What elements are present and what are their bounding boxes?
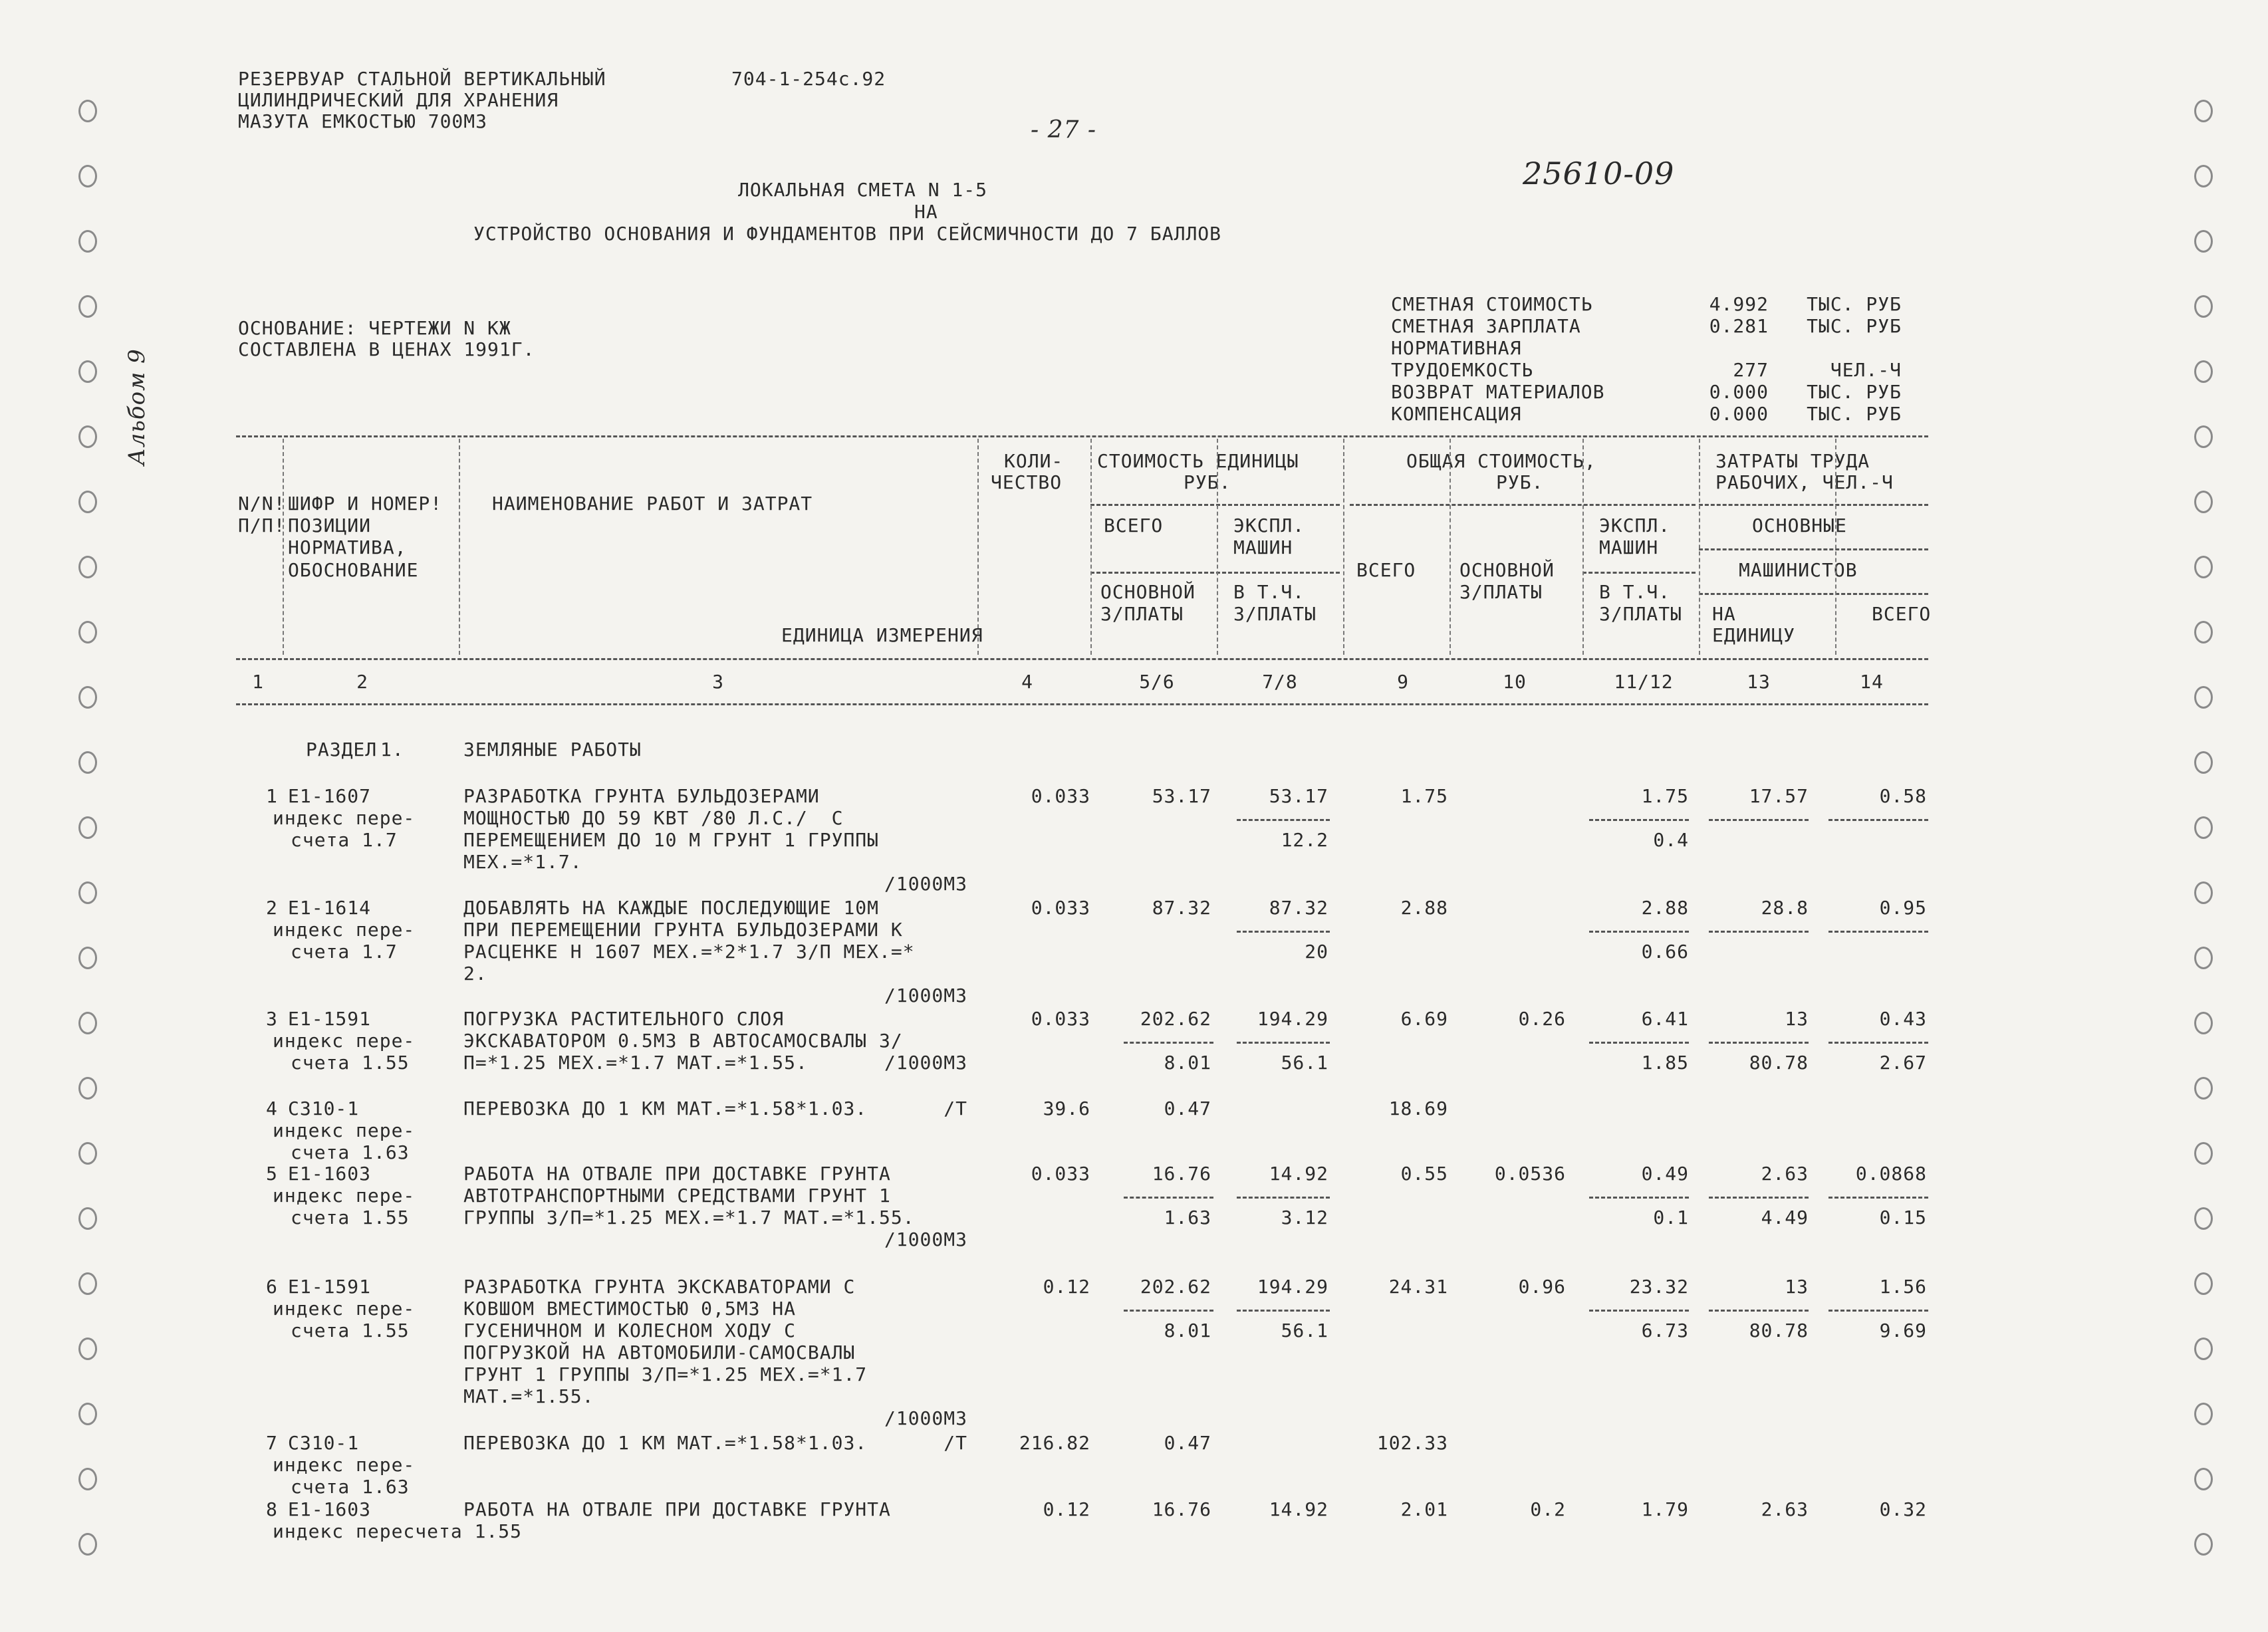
row-work-name: ПОГРУЗКА РАСТИТЕЛЬНОГО СЛОЯ xyxy=(463,1008,785,1030)
row-machinists-unit: 4.49 xyxy=(1761,1207,1809,1228)
row-index: индекс пере- xyxy=(273,1030,416,1052)
row-total-wage: 0.26 xyxy=(1518,1008,1566,1030)
project-code: 704-1-254с.92 xyxy=(731,68,886,90)
hdr-expl: МАШИН xyxy=(1233,536,1293,558)
row-unit: /1000М3 xyxy=(884,985,967,1006)
punch-hole xyxy=(78,1142,97,1165)
row-work-name: ПОГРУЗКОЙ НА АВТОМОБИЛИ-САМОСВАЛЫ xyxy=(463,1341,856,1363)
row-total-machines: 0.49 xyxy=(1641,1163,1689,1185)
prices: СОСТАВЛЕНА В ЦЕНАХ 1991Г. xyxy=(238,338,535,360)
cell-rule xyxy=(1828,1042,1928,1044)
row-unit-machines: 14.92 xyxy=(1269,1163,1328,1185)
row-unit-machine-wage: 56.1 xyxy=(1281,1320,1328,1341)
row-index: счета 1.55 xyxy=(291,1207,410,1228)
row-unit: /1000М3 xyxy=(884,1052,967,1074)
summary-label: ВОЗВРАТ МАТЕРИАЛОВ xyxy=(1391,381,1605,403)
row-index: индекс пере- xyxy=(273,1185,416,1207)
hdr-basic-wage: ОСНОВНОЙ xyxy=(1100,581,1196,603)
punch-hole xyxy=(2194,881,2213,904)
row-qty: 0.12 xyxy=(1043,1276,1090,1298)
colnum-rule xyxy=(236,703,1928,705)
row-work-name: ГРУНТ 1 ГРУППЫ З/П=*1.25 МЕХ.=*1.7 xyxy=(463,1363,868,1385)
punch-hole xyxy=(78,686,97,709)
row-code: Е1-1603 xyxy=(288,1163,372,1185)
row-code: С310-1 xyxy=(288,1432,360,1454)
row-labor-unit: 2.63 xyxy=(1761,1163,1809,1185)
row-total-wage: 0.2 xyxy=(1530,1498,1566,1520)
cell-rule xyxy=(1589,931,1689,933)
cell-rule xyxy=(1709,1310,1809,1312)
row-unit-machines: 87.32 xyxy=(1269,897,1328,919)
row-machine-wage: 0.4 xyxy=(1653,829,1689,851)
cell-rule xyxy=(1237,1042,1330,1044)
hdr-expl: ЭКСПЛ. xyxy=(1233,515,1305,536)
row-unit-machine-wage: 56.1 xyxy=(1281,1052,1328,1074)
col-number: 9 xyxy=(1397,671,1409,693)
row-work-name: РАСЦЕНКЕ Н 1607 МЕХ.=*2*1.7 З/П МЕХ.=* xyxy=(463,941,915,963)
row-labor-unit: 13 xyxy=(1785,1276,1809,1298)
row-qty: 0.033 xyxy=(1031,785,1090,807)
row-total: 2.01 xyxy=(1400,1498,1448,1520)
cell-rule xyxy=(1124,1042,1213,1044)
row-index: счета 1.63 xyxy=(291,1476,410,1498)
summary-unit: ЧЕЛ.-Ч xyxy=(1830,359,1902,381)
hdr-incl: З/ПЛАТЫ xyxy=(1599,603,1683,625)
hdr-incl: В Т.Ч. xyxy=(1233,581,1305,603)
hdr-code: ПОЗИЦИИ xyxy=(288,515,372,536)
hdr-column-divider xyxy=(459,439,460,655)
summary-unit: ТЫС. РУБ xyxy=(1807,381,1902,403)
row-labor-total: 0.0868 xyxy=(1855,1163,1927,1185)
row-number: 2 xyxy=(266,897,278,919)
summary-value: 4.992 xyxy=(1709,293,1769,315)
punch-hole xyxy=(78,1272,97,1295)
row-unit-machines: 14.92 xyxy=(1269,1498,1328,1520)
row-unit-total: 0.47 xyxy=(1164,1432,1211,1454)
hdr-rule xyxy=(1090,572,1340,574)
row-index: индекс пере- xyxy=(273,919,416,941)
hdr-column-divider xyxy=(1217,439,1218,655)
hdr-basic-wage: З/ПЛАТЫ xyxy=(1459,581,1543,603)
cell-rule xyxy=(1828,819,1928,821)
cell-rule xyxy=(1589,819,1689,821)
row-index: индекс пере- xyxy=(273,807,416,829)
hdr-basic-wage: З/ПЛАТЫ xyxy=(1100,603,1184,625)
punch-hole xyxy=(78,165,97,187)
cell-rule xyxy=(1124,1197,1213,1199)
row-number: 1 xyxy=(266,785,278,807)
row-total: 1.75 xyxy=(1400,785,1448,807)
col-number: 4 xyxy=(1021,671,1033,693)
row-qty: 0.12 xyxy=(1043,1498,1090,1520)
punch-hole xyxy=(78,100,97,122)
hdr-labor: ЗАТРАТЫ ТРУДА xyxy=(1715,450,1870,472)
punch-hole xyxy=(78,1077,97,1100)
col-number: 2 xyxy=(356,671,368,693)
cell-rule xyxy=(1709,819,1809,821)
hdr-rule xyxy=(1582,572,1696,574)
row-machine-wage: 1.85 xyxy=(1641,1052,1689,1074)
row-total-wage: 0.96 xyxy=(1518,1276,1566,1298)
col-number: 14 xyxy=(1860,671,1884,693)
hdr-column-divider xyxy=(1835,439,1836,655)
row-machinists-total: 9.69 xyxy=(1879,1320,1927,1341)
punch-hole xyxy=(2194,816,2213,839)
hdr-expl: ЭКСПЛ. xyxy=(1599,515,1671,536)
row-unit-total: 16.76 xyxy=(1152,1163,1211,1185)
cell-rule xyxy=(1237,931,1330,933)
hdr-total: ВСЕГО xyxy=(1872,603,1932,625)
hdr-column-divider xyxy=(1343,439,1344,655)
row-number: 7 xyxy=(266,1432,278,1454)
row-total: 2.88 xyxy=(1400,897,1448,919)
hdr-column-divider xyxy=(1582,439,1584,655)
estimate-title: ЛОКАЛЬНАЯ СМЕТА N 1-5 xyxy=(738,179,988,201)
hdr-code: НОРМАТИВА, xyxy=(288,536,407,558)
cell-rule xyxy=(1828,1310,1928,1312)
punch-hole xyxy=(2194,295,2213,318)
col-number: 7/8 xyxy=(1262,671,1298,693)
row-work-name: ЭКСКАВАТОРОМ 0.5М3 В АВТОСАМОСВАЛЫ З/ xyxy=(463,1030,903,1052)
hdr-unit-cost: РУБ. xyxy=(1184,471,1231,493)
hdr-nn: П/П! xyxy=(238,515,286,536)
punch-hole xyxy=(78,556,97,578)
punch-hole xyxy=(78,295,97,318)
hdr-incl: В Т.Ч. xyxy=(1599,581,1671,603)
cell-rule xyxy=(1589,1197,1689,1199)
row-machine-wage: 6.73 xyxy=(1641,1320,1689,1341)
row-total-machines: 1.79 xyxy=(1641,1498,1689,1520)
row-unit-total: 87.32 xyxy=(1152,897,1211,919)
row-unit-wage: 8.01 xyxy=(1164,1320,1211,1341)
summary-label: НОРМАТИВНАЯ xyxy=(1391,337,1522,359)
hdr-rule xyxy=(1699,593,1928,595)
col-number: 3 xyxy=(712,671,724,693)
punch-hole xyxy=(2194,1012,2213,1034)
row-labor-total: 0.43 xyxy=(1879,1008,1927,1030)
hdr-code: ШИФР И НОМЕР! xyxy=(288,493,443,515)
album-label: Альбом 9 xyxy=(124,348,150,465)
col-number: 5/6 xyxy=(1139,671,1175,693)
cell-rule xyxy=(1237,1310,1330,1312)
row-work-name: ПЕРЕМЕЩЕНИЕМ ДО 10 М ГРУНТ 1 ГРУППЫ xyxy=(463,829,880,851)
row-unit-machine-wage: 12.2 xyxy=(1281,829,1328,851)
row-total-machines: 6.41 xyxy=(1641,1008,1689,1030)
summary-value: 277 xyxy=(1733,359,1769,381)
page-number: - 27 - xyxy=(1031,116,1097,144)
row-work-name: КОВШОМ ВМЕСТИМОСТЬЮ 0,5М3 НА xyxy=(463,1298,797,1320)
punch-hole xyxy=(78,1338,97,1360)
row-work-name: ПЕРЕВОЗКА ДО 1 КМ МАТ.=*1.58*1.03. xyxy=(463,1098,868,1119)
punch-hole xyxy=(2194,230,2213,253)
cell-rule xyxy=(1589,1042,1689,1044)
row-machinists-total: 2.67 xyxy=(1879,1052,1927,1074)
basis: ОСНОВАНИЕ: ЧЕРТЕЖИ N КЖ xyxy=(238,317,511,339)
row-total: 24.31 xyxy=(1388,1276,1448,1298)
punch-hole xyxy=(2194,1338,2213,1360)
row-machinists-unit: 80.78 xyxy=(1749,1052,1809,1074)
punch-hole xyxy=(2194,165,2213,187)
row-index: счета 1.63 xyxy=(291,1141,410,1163)
row-labor-total: 0.32 xyxy=(1879,1498,1927,1520)
row-unit-total: 53.17 xyxy=(1152,785,1211,807)
punch-hole xyxy=(2194,491,2213,513)
punch-hole xyxy=(2194,425,2213,448)
punch-hole xyxy=(2194,1077,2213,1100)
hdr-rule xyxy=(1699,504,1928,506)
col-number: 13 xyxy=(1747,671,1771,693)
punch-hole xyxy=(78,1533,97,1556)
summary-value: 0.000 xyxy=(1709,403,1769,425)
row-unit-wage: 1.63 xyxy=(1164,1207,1211,1228)
cell-rule xyxy=(1828,1197,1928,1199)
stamp-number: 25610-09 xyxy=(1523,156,1675,191)
summary-unit: ТЫС. РУБ xyxy=(1807,315,1902,337)
punch-hole xyxy=(2194,686,2213,709)
punch-hole xyxy=(2194,1207,2213,1230)
row-machinists-unit: 80.78 xyxy=(1749,1320,1809,1341)
section-label: РАЗДЕЛ xyxy=(306,739,378,760)
summary-label: КОМПЕНСАЦИЯ xyxy=(1391,403,1522,425)
row-index: индекс пере- xyxy=(273,1454,416,1476)
punch-hole xyxy=(78,816,97,839)
row-unit-wage: 8.01 xyxy=(1164,1052,1211,1074)
cell-rule xyxy=(1237,819,1330,821)
summary-label: СМЕТНАЯ ЗАРПЛАТА xyxy=(1391,315,1581,337)
summary-label: СМЕТНАЯ СТОИМОСТЬ xyxy=(1391,293,1593,315)
hdr-total: ВСЕГО xyxy=(1356,559,1416,581)
row-unit: /1000М3 xyxy=(884,1228,967,1250)
row-labor-total: 0.58 xyxy=(1879,785,1927,807)
row-index: счета 1.7 xyxy=(291,941,398,963)
row-index: счета 1.55 xyxy=(291,1320,410,1341)
row-total-wage: 0.0536 xyxy=(1494,1163,1566,1185)
punch-hole xyxy=(78,360,97,383)
row-work-name: ДОБАВЛЯТЬ НА КАЖДЫЕ ПОСЛЕДУЮЩИЕ 10М xyxy=(463,897,880,919)
row-number: 4 xyxy=(266,1098,278,1119)
punch-hole xyxy=(78,947,97,969)
row-work-name: РАЗРАБОТКА ГРУНТА ЭКСКАВАТОРАМИ С xyxy=(463,1276,856,1298)
row-labor-unit: 17.57 xyxy=(1749,785,1809,807)
punch-hole xyxy=(2194,751,2213,774)
table-top-rule xyxy=(236,435,1928,437)
row-work-name: 2. xyxy=(463,963,487,985)
punch-hole xyxy=(2194,100,2213,122)
summary-unit: ТЫС. РУБ xyxy=(1807,403,1902,425)
hdr-rule xyxy=(1350,504,1696,506)
header-rule xyxy=(236,658,1928,660)
cell-rule xyxy=(1709,931,1809,933)
summary-unit: ТЫС. РУБ xyxy=(1807,293,1902,315)
row-index: индекс пересчета 1.55 xyxy=(273,1520,523,1542)
row-work-name: ПЕРЕВОЗКА ДО 1 КМ МАТ.=*1.58*1.03. xyxy=(463,1432,868,1454)
row-total: 102.33 xyxy=(1376,1432,1448,1454)
punch-hole xyxy=(78,230,97,253)
hdr-column-divider xyxy=(283,439,284,655)
row-total: 0.55 xyxy=(1400,1163,1448,1185)
row-index: индекс пере- xyxy=(273,1298,416,1320)
summary-label: ТРУДОЕМКОСТЬ xyxy=(1391,359,1534,381)
row-machine-wage: 0.66 xyxy=(1641,941,1689,963)
row-labor-total: 0.95 xyxy=(1879,897,1927,919)
row-unit-machine-wage: 3.12 xyxy=(1281,1207,1328,1228)
row-total-machines: 1.75 xyxy=(1641,785,1689,807)
punch-hole xyxy=(2194,1533,2213,1556)
hdr-total-cost: ОБЩАЯ СТОИМОСТЬ, xyxy=(1406,450,1596,472)
row-index: счета 1.55 xyxy=(291,1052,410,1074)
row-labor-unit: 28.8 xyxy=(1761,897,1809,919)
row-index: индекс пере- xyxy=(273,1119,416,1141)
hdr-rule xyxy=(1090,504,1340,506)
row-work-name: МОЩНОСТЬЮ ДО 59 КВТ /80 Л.С./ С xyxy=(463,807,844,829)
row-work-name: РАЗРАБОТКА ГРУНТА БУЛЬДОЗЕРАМИ xyxy=(463,785,820,807)
punch-hole xyxy=(78,621,97,643)
row-unit-total: 202.62 xyxy=(1140,1276,1211,1298)
hdr-code: ОБОСНОВАНИЕ xyxy=(288,559,419,581)
hdr-column-divider xyxy=(1449,439,1451,655)
row-work-name: П=*1.25 МЕХ.=*1.7 МАТ.=*1.55. xyxy=(463,1052,808,1074)
punch-hole xyxy=(78,751,97,774)
hdr-labor: РАБОЧИХ, ЧЕЛ.-Ч xyxy=(1715,471,1894,493)
row-unit-machines: 53.17 xyxy=(1269,785,1328,807)
hdr-name: НАИМЕНОВАНИЕ РАБОТ И ЗАТРАТ xyxy=(492,493,813,515)
hdr-expl: МАШИН xyxy=(1599,536,1659,558)
summary-value: 0.000 xyxy=(1709,381,1769,403)
cell-rule xyxy=(1589,1310,1689,1312)
row-qty: 216.82 xyxy=(1019,1432,1090,1454)
punch-hole xyxy=(2194,556,2213,578)
row-unit-total: 0.47 xyxy=(1164,1098,1211,1119)
row-total: 6.69 xyxy=(1400,1008,1448,1030)
col-number: 1 xyxy=(252,671,264,693)
hdr-column-divider xyxy=(1699,439,1700,655)
row-code: Е1-1591 xyxy=(288,1276,372,1298)
hdr-machinists: МАШИНИСТОВ xyxy=(1739,559,1858,581)
cell-rule xyxy=(1709,1197,1809,1199)
punch-hole xyxy=(78,1403,97,1425)
col-number: 11/12 xyxy=(1614,671,1674,693)
cell-rule xyxy=(1828,931,1928,933)
row-number: 6 xyxy=(266,1276,278,1298)
row-unit-total: 202.62 xyxy=(1140,1008,1211,1030)
cell-rule xyxy=(1124,1310,1213,1312)
hdr-per-unit: НА xyxy=(1712,603,1736,625)
row-work-name: РАБОТА НА ОТВАЛЕ ПРИ ДОСТАВКЕ ГРУНТА xyxy=(463,1498,891,1520)
row-work-name: ГУСЕНИЧНОМ И КОЛЕСНОМ ХОДУ С xyxy=(463,1320,797,1341)
row-code: С310-1 xyxy=(288,1098,360,1119)
hdr-qty: КОЛИ- xyxy=(1004,450,1064,472)
cell-rule xyxy=(1709,1042,1809,1044)
row-labor-unit: 2.63 xyxy=(1761,1498,1809,1520)
object-line-2: ЦИЛИНДРИЧЕСКИЙ ДЛЯ ХРАНЕНИЯ xyxy=(238,89,559,111)
hdr-incl: З/ПЛАТЫ xyxy=(1233,603,1317,625)
punch-hole xyxy=(2194,1272,2213,1295)
row-code: Е1-1591 xyxy=(288,1008,372,1030)
punch-hole xyxy=(2194,1403,2213,1425)
row-unit: /1000М3 xyxy=(884,873,967,895)
row-code: Е1-1607 xyxy=(288,785,372,807)
row-unit-machine-wage: 20 xyxy=(1305,941,1328,963)
punch-hole xyxy=(2194,1142,2213,1165)
row-work-name: АВТОТРАНСПОРТНЫМИ СРЕДСТВАМИ ГРУНТ 1 xyxy=(463,1185,891,1207)
hdr-total: ВСЕГО xyxy=(1104,515,1164,536)
punch-hole xyxy=(2194,947,2213,969)
row-index: счета 1.7 xyxy=(291,829,398,851)
row-labor-total: 1.56 xyxy=(1879,1276,1927,1298)
row-work-name: ГРУППЫ З/П=*1.25 МЕХ.=*1.7 МАТ.=*1.55. xyxy=(463,1207,915,1228)
row-unit-machines: 194.29 xyxy=(1257,1276,1328,1298)
row-total-machines: 23.32 xyxy=(1629,1276,1689,1298)
row-work-name: ПРИ ПЕРЕМЕЩЕНИИ ГРУНТА БУЛЬДОЗЕРАМИ К xyxy=(463,919,903,941)
row-number: 5 xyxy=(266,1163,278,1185)
row-number: 8 xyxy=(266,1498,278,1520)
object-line-3: МАЗУТА ЕМКОСТЬЮ 700М3 xyxy=(238,110,488,132)
hdr-total-cost: РУБ. xyxy=(1496,471,1544,493)
row-code: Е1-1603 xyxy=(288,1498,372,1520)
punch-hole xyxy=(78,425,97,448)
estimate-subject: УСТРОЙСТВО ОСНОВАНИЯ И ФУНДАМЕНТОВ ПРИ СЕЙСМИЧНОСТИ ДО 7 БАЛЛОВ xyxy=(473,223,1222,245)
hdr-rule xyxy=(1699,548,1928,550)
hdr-column-divider xyxy=(977,439,979,655)
punch-hole xyxy=(78,881,97,904)
estimate-on: НА xyxy=(914,201,938,223)
col-number: 10 xyxy=(1503,671,1527,693)
row-qty: 0.033 xyxy=(1031,897,1090,919)
hdr-unit: ЕДИНИЦА ИЗМЕРЕНИЯ xyxy=(781,624,983,646)
row-unit-total: 16.76 xyxy=(1152,1498,1211,1520)
cell-rule xyxy=(1237,1197,1330,1199)
row-code: Е1-1614 xyxy=(288,897,372,919)
row-total-machines: 2.88 xyxy=(1641,897,1689,919)
punch-hole xyxy=(78,1207,97,1230)
row-qty: 39.6 xyxy=(1043,1098,1090,1119)
punch-hole xyxy=(78,1468,97,1490)
hdr-per-unit: ЕДИНИЦУ xyxy=(1712,624,1796,646)
row-unit: /Т xyxy=(944,1432,967,1454)
hdr-nn: N/N! xyxy=(238,493,286,515)
row-total: 18.69 xyxy=(1388,1098,1448,1119)
row-qty: 0.033 xyxy=(1031,1163,1090,1185)
punch-hole xyxy=(2194,621,2213,643)
punch-hole xyxy=(2194,360,2213,383)
row-machinists-total: 0.15 xyxy=(1879,1207,1927,1228)
row-work-name: МЕХ.=*1.7. xyxy=(463,851,582,873)
punch-hole xyxy=(78,491,97,513)
row-unit: /Т xyxy=(944,1098,967,1119)
row-qty: 0.033 xyxy=(1031,1008,1090,1030)
hdr-qty: ЧЕСТВО xyxy=(991,471,1063,493)
hdr-column-divider xyxy=(1090,439,1092,655)
row-work-name: МАТ.=*1.55. xyxy=(463,1385,594,1407)
object-line-1: РЕЗЕРВУАР СТАЛЬНОЙ ВЕРТИКАЛЬНЫЙ xyxy=(238,68,606,90)
hdr-basic: ОСНОВНЫЕ xyxy=(1752,515,1847,536)
punch-hole xyxy=(2194,1468,2213,1490)
hdr-basic-wage: ОСНОВНОЙ xyxy=(1459,559,1555,581)
row-number: 3 xyxy=(266,1008,278,1030)
row-work-name: РАБОТА НА ОТВАЛЕ ПРИ ДОСТАВКЕ ГРУНТА xyxy=(463,1163,891,1185)
row-labor-unit: 13 xyxy=(1785,1008,1809,1030)
summary-value: 0.281 xyxy=(1709,315,1769,337)
section-title: ЗЕМЛЯНЫЕ РАБОТЫ xyxy=(463,739,642,760)
punch-hole xyxy=(78,1012,97,1034)
hdr-unit-cost: СТОИМОСТЬ ЕДИНИЦЫ xyxy=(1097,450,1299,472)
section-number: 1. xyxy=(380,739,404,760)
row-machine-wage: 0.1 xyxy=(1653,1207,1689,1228)
row-unit: /1000М3 xyxy=(884,1407,967,1429)
row-unit-machines: 194.29 xyxy=(1257,1008,1328,1030)
